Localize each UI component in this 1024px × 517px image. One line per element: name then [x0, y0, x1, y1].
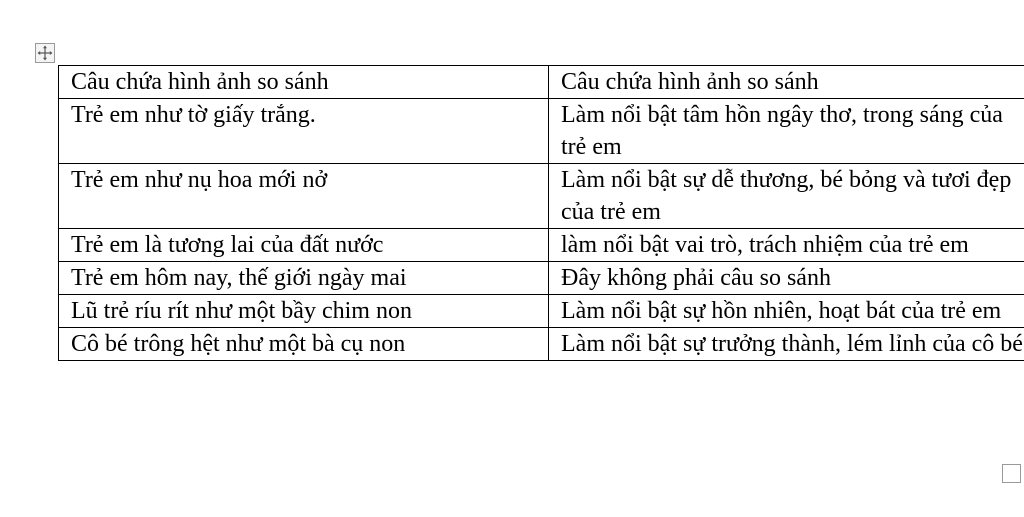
table-cell[interactable]: Câu chứa hình ảnh so sánh	[549, 66, 1024, 99]
table-row	[59, 295, 1024, 328]
table-cell[interactable]: Câu chứa hình ảnh so sánh	[59, 66, 549, 99]
table-cell[interactable]: Lũ trẻ ríu rít như một bầy chim non	[59, 295, 549, 328]
table-row	[59, 164, 1024, 229]
table-cell[interactable]: Làm nổi bật sự trưởng thành, lém lỉnh của cô bé	[549, 328, 1024, 361]
table-cell[interactable]: Cô bé trông hệt như một bà cụ non	[59, 328, 549, 361]
move-arrows-icon	[36, 44, 54, 62]
table-cell[interactable]: Trẻ em như tờ giấy trắng.	[59, 99, 549, 164]
table-cell[interactable]: Trẻ em như nụ hoa mới nở	[59, 164, 549, 229]
table-move-handle[interactable]	[35, 43, 55, 63]
comparison-table	[58, 65, 1024, 361]
table-resize-handle[interactable]	[1002, 464, 1021, 483]
table-cell[interactable]: Trẻ em là tương lai của đất nước	[59, 229, 549, 262]
table-row	[59, 66, 1024, 99]
table-row	[59, 262, 1024, 295]
table-cell[interactable]: Làm nổi bật sự dễ thương, bé bỏng và tươi đẹp của trẻ em	[549, 164, 1024, 229]
table-cell[interactable]: làm nổi bật vai trò, trách nhiệm của trẻ em	[549, 229, 1024, 262]
table-row	[59, 328, 1024, 361]
table-cell[interactable]: Làm nổi bật tâm hồn ngây thơ, trong sáng của trẻ em	[549, 99, 1024, 164]
table-row	[59, 99, 1024, 164]
table-cell[interactable]: Trẻ em hôm nay, thế giới ngày mai	[59, 262, 549, 295]
table-cell[interactable]: Đây không phải câu so sánh	[549, 262, 1024, 295]
table-row	[59, 229, 1024, 262]
table-cell[interactable]: Làm nổi bật sự hồn nhiên, hoạt bát của trẻ em	[549, 295, 1024, 328]
